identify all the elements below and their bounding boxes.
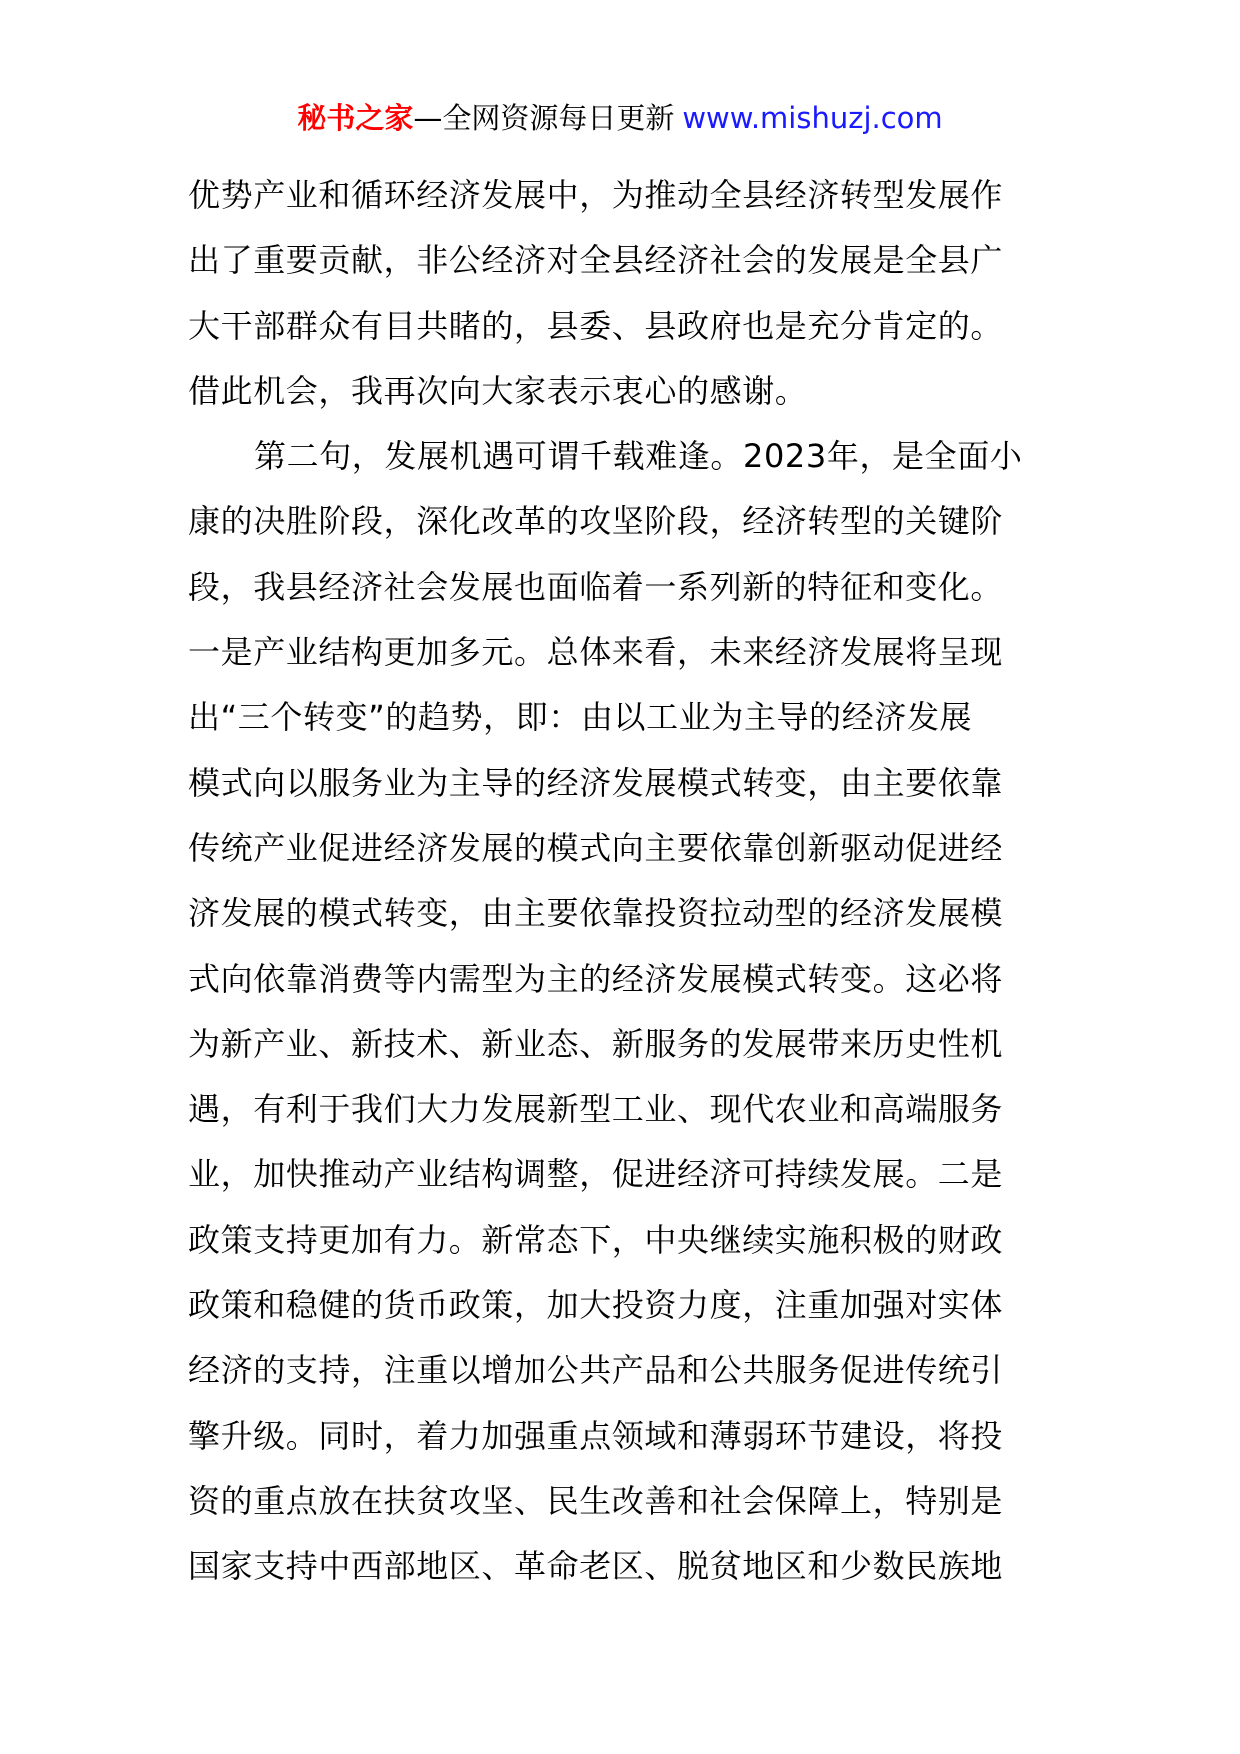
text-line: 业，加快推动产业结构调整，促进经济可持续发展。二是 <box>188 1155 1004 1194</box>
text-line: 经济的支持，注重以增加公共产品和公共服务促进传统引 <box>188 1351 1004 1390</box>
text-line: 擎升级。同时，着力加强重点领域和薄弱环节建设，将投 <box>188 1416 1004 1455</box>
text-line: 大干部群众有目共睹的，县委、县政府也是充分肯定的。 <box>188 306 1004 345</box>
text-line: 康的决胜阶段，深化改革的攻坚阶段，经济转型的关键阶 <box>188 502 1004 541</box>
text-line: 政策支持更加有力。新常态下，中央继续实施积极的财政 <box>188 1220 1004 1259</box>
text-line: 一是产业结构更加多元。总体来看，未来经济发展将呈现 <box>188 633 1004 672</box>
text-line: 出“三个转变”的趋势，即：由以工业为主导的经济发展 <box>188 698 973 737</box>
paragraph-start-line: 第二句，发展机遇可谓千载难逢。2023年，是全面小 <box>254 437 1023 476</box>
site-slogan: —全网资源每日更新 <box>413 101 675 135</box>
site-url-link[interactable]: www.mishuzj.com <box>682 101 943 135</box>
text-line: 传统产业促进经济发展的模式向主要依靠创新驱动促进经 <box>188 828 1004 867</box>
text-line: 济发展的模式转变，由主要依靠投资拉动型的经济发展模 <box>188 894 1004 933</box>
text-line: 政策和稳健的货币政策，加大投资力度，注重加强对实体 <box>188 1286 1004 1325</box>
text-line: 遇，有利于我们大力发展新型工业、现代农业和高端服务 <box>188 1090 1004 1129</box>
site-brand: 秘书之家 <box>297 101 414 135</box>
text-line: 国家支持中西部地区、革命老区、脱贫地区和少数民族地 <box>188 1547 1004 1586</box>
text-line: 出了重要贡献，非公经济对全县经济社会的发展是全县广 <box>188 241 1004 280</box>
text-line: 段，我县经济社会发展也面临着一系列新的特征和变化。 <box>188 567 1004 606</box>
text-line: 借此机会，我再次向大家表示衷心的感谢。 <box>188 371 808 410</box>
document-body <box>188 163 1060 1600</box>
text-line: 优势产业和循环经济发展中，为推动全县经济转型发展作 <box>188 176 1004 214</box>
site-header <box>0 98 1240 138</box>
text-line: 为新产业、新技术、新业态、新服务的发展带来历史性机 <box>188 1024 1004 1063</box>
text-line: 式向依靠消费等内需型为主的经济发展模式转变。这必将 <box>188 959 1004 998</box>
text-line: 模式向以服务业为主导的经济发展模式转变，由主要依靠 <box>188 763 1004 802</box>
text-line: 资的重点放在扶贫攻坚、民生改善和社会保障上，特别是 <box>188 1481 1004 1520</box>
